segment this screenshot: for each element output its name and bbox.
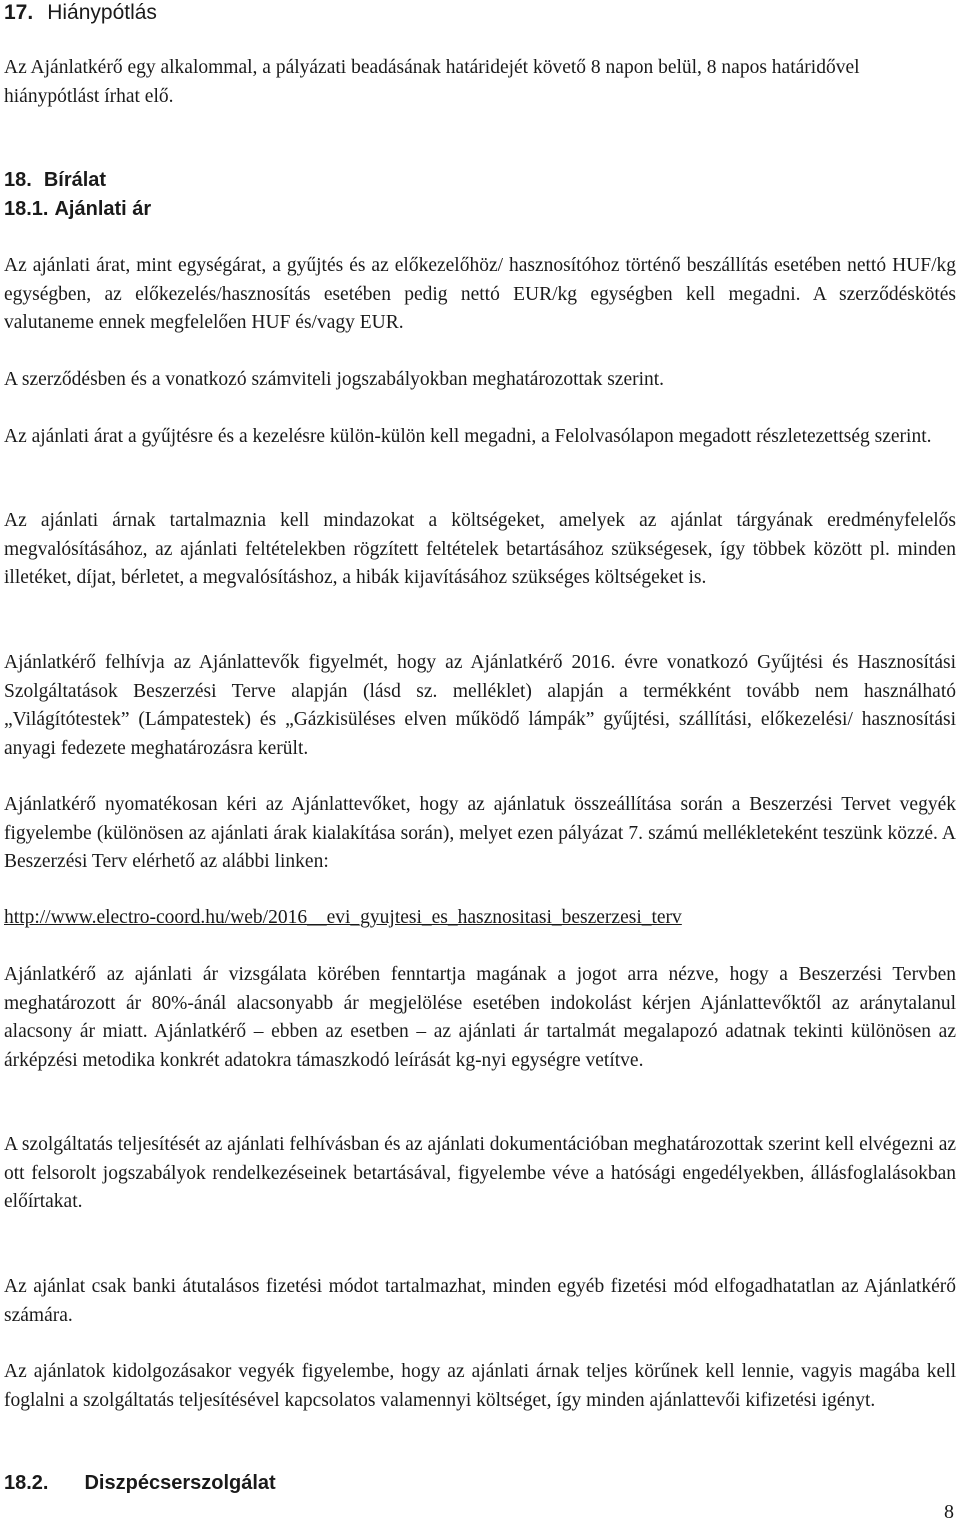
paragraph-costs: Az ajánlati árnak tartalmaznia kell mindazokat a költségeket, amelyek az ajánlat tárgyának eredményfelelős megvalósításához, az ajánlati feltételekben rögzített feltételek betartásához szükségesek, így többek között pl. minden illetéket, díjat, bérletet, a megvalósításhoz, a hibák kijavításához szükséges költségeket is. (4, 510, 956, 589)
paragraph-full-price: Az ajánlatok kidolgozásakor vegyék figyelembe, hogy az ajánlati árnak teljes körűnek kell lennie, vagyis magába kell foglalni a szolgáltatás teljesítésével kapcsolatos valamennyi költséget, így minden ajánlattevői kifizetési igényt. (4, 1361, 956, 1411)
section-18-heading (4, 166, 106, 194)
section-title: Ajánlati ár (54, 198, 152, 220)
section-17-paragraph: Az Ajánlatkérő egy alkalommal, a pályázati beadásának határidejét követő 8 napon belül, 8 napos határidővel hiánypótlást írhat elő. (4, 57, 860, 107)
paragraph-request: Ajánlatkérő nyomatékosan kéri az Ajánlattevőket, hogy az ajánlatuk összeállítása során a Beszerzési Tervet vegyék figyelembe (különösen az ajánlati árak kialakítása során), melyet ezen pályázat 7. számú mellékleteként teszünk közzé. A Beszerzési Terv elérhető az alábbi linken: (4, 794, 956, 873)
procurement-plan-link-row (4, 904, 956, 933)
section-number: 18. (4, 169, 32, 191)
section-title: Bírálat (43, 169, 107, 191)
section-number: 17. (4, 1, 34, 24)
procurement-plan-link[interactable]: http://www.electro-coord.hu/web/2016__evi_gyujtesi_es_hasznositasi_beszerzesi_terv (4, 907, 682, 928)
paragraph-low-price: Ajánlatkérő az ajánlati ár vizsgálata körében fenntartja magának a jogot arra nézve, hogy a Beszerzési Tervben meghatározott ár 80%-ánál alacsonyabb ár megjelölése esetében indokolást kérjen Ajánlattevőktől az aránytalanul alacsony ár miatt. Ajánlatkérő – ebben az esetben – az ajánlati ár tartalmát megalapozó adatnak tekinti különösen az árképzési metodika konkrét adatokra támaszkodó leírását kg-nyi egységre vetítve. (4, 964, 956, 1071)
paragraph-price-units: Az ajánlati árat, mint egységárat, a gyűjtés és az előkezelőhöz/ hasznosítóhoz történő beszállítás esetében nettó HUF/kg egységben, az előkezelés/hasznosítás esetében pedig nettó EUR/kg egységben kell megadni. A szerződéskötés valutaneme ennek megfelelően HUF és/vagy EUR. (4, 255, 956, 334)
paragraph-procurement-plan: Ajánlatkérő felhívja az Ajánlattevők figyelmét, hogy az Ajánlatkérő 2016. évre vonatkozó Gyűjtési és Hasznosítási Szolgáltatások Beszerzési Terve alapján (lásd sz. melléklet) alapján a termékként tovább nem használható „Világítótestek” (Lámpatestek) és „Gázkisüléses elven működő lámpák” gyűjtési, szállítási, előkezelési/ hasznosítási anyagi fedezete meghatározásra került. (4, 652, 956, 759)
section-number: 18.1. (4, 198, 49, 220)
section-number: 18.2. (4, 1472, 49, 1494)
paragraph-contract: A szerződésben és a vonatkozó számviteli jogszabályokban meghatározottak szerint. (4, 369, 665, 390)
paragraph-separate-prices: Az ajánlati árat a gyűjtésre és a kezelésre külön-külön kell megadni, a Felolvasólapon megadott részletezettség szerint. (4, 426, 932, 447)
section-title: Hiánypótlás (47, 1, 157, 24)
section-18-2-heading (4, 1469, 276, 1497)
section-17-heading (4, 0, 157, 27)
section-title: Diszpécserszolgálat (84, 1472, 276, 1494)
section-18-1-heading (4, 195, 151, 223)
paragraph-service-performance: A szolgáltatás teljesítését az ajánlati felhívásban és az ajánlati dokumentációban meghatározottak szerint kell elvégezni az ott felsorolt jogszabályok rendelkezéseinek betartásával, figyelembe véve a hatósági engedélyekben, állásfoglalásokban előírtakat. (4, 1134, 956, 1213)
paragraph-payment: Az ajánlat csak banki átutalásos fizetési módot tartalmazhat, minden egyéb fizetési mód elfogadhatatlan az Ajánlatkérő számára. (4, 1276, 956, 1326)
page-number: 8 (944, 1501, 954, 1524)
